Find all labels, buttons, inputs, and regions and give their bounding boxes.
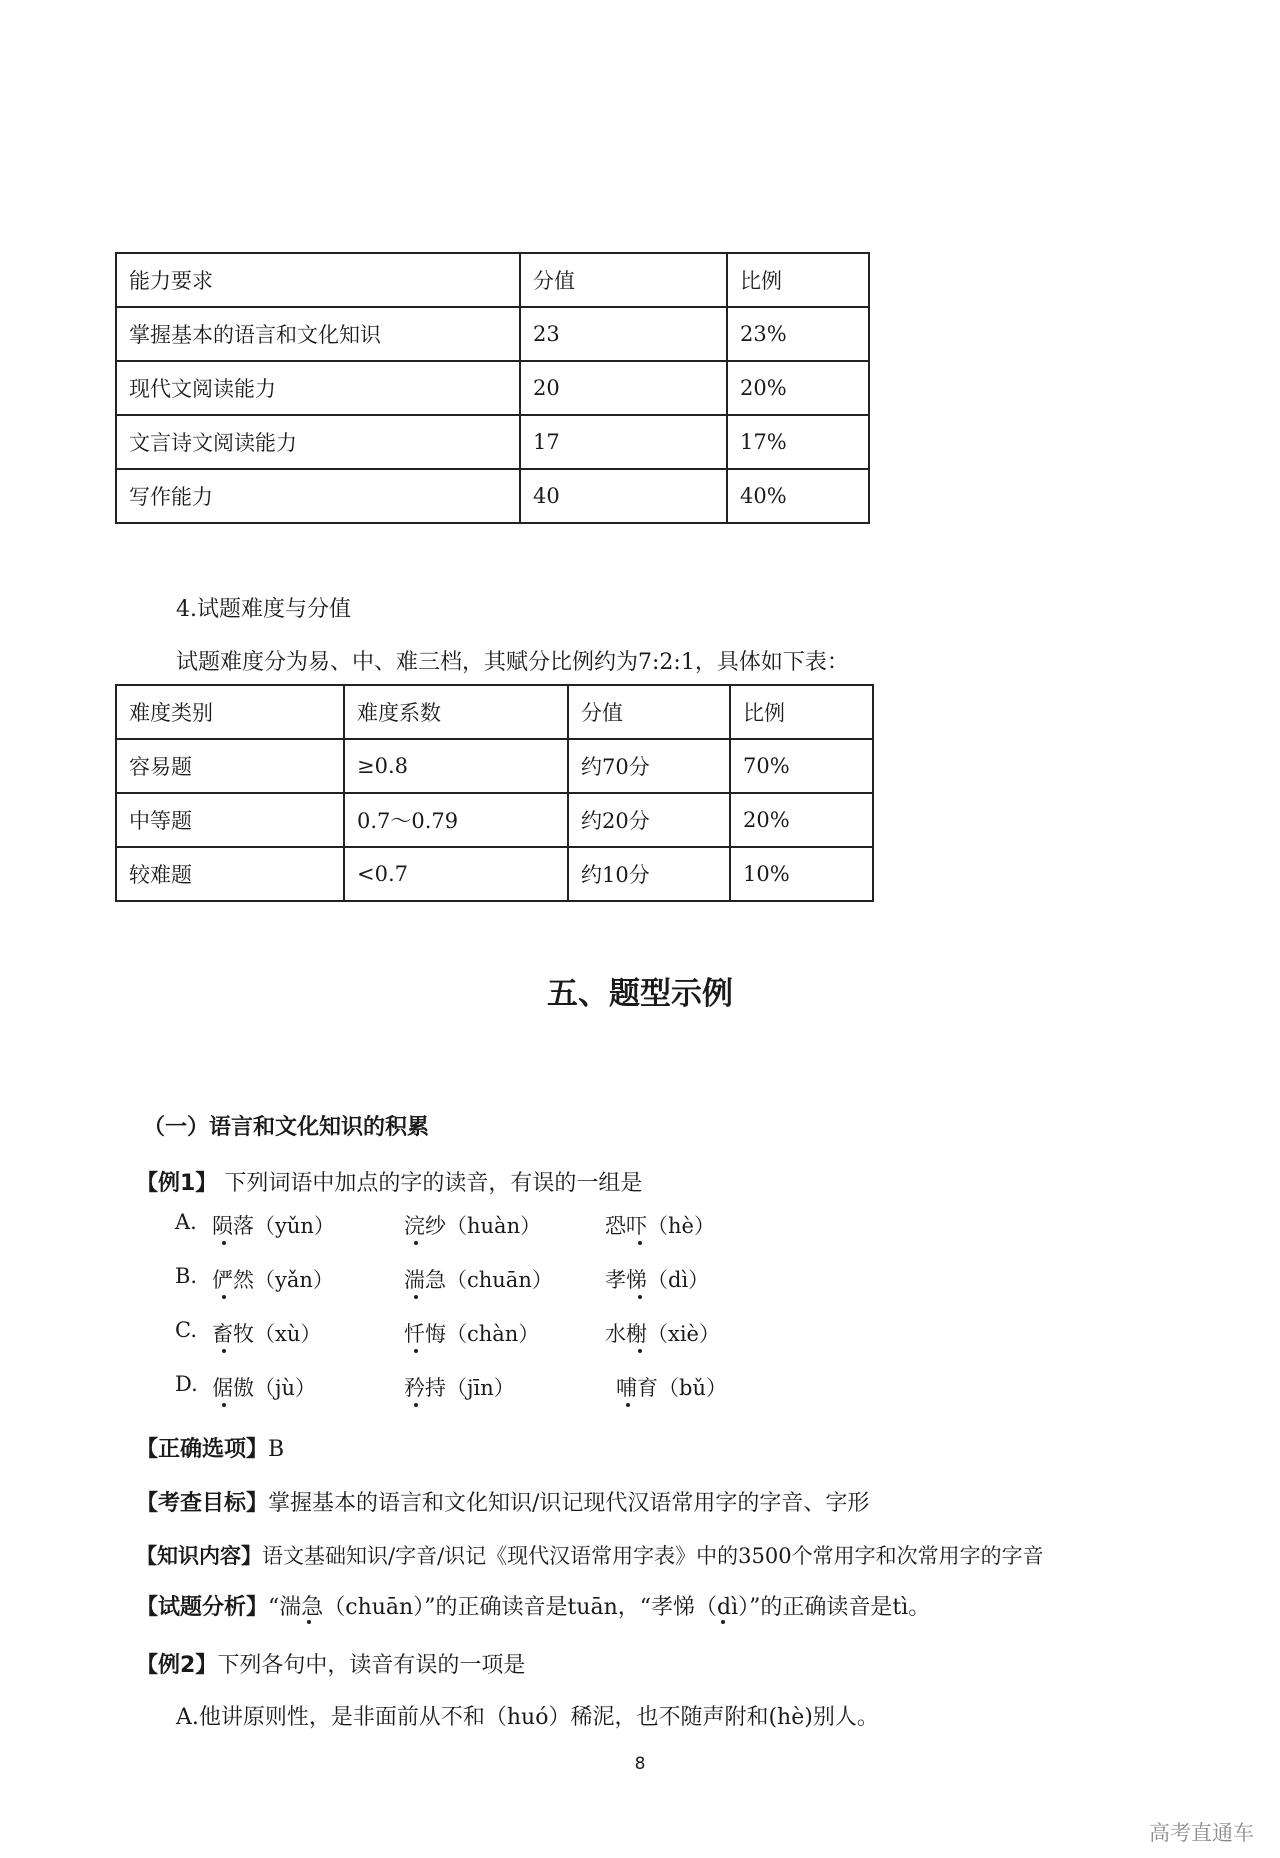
option-letter: D. — [175, 1372, 198, 1396]
subsection-title: （一）语言和文化知识的积累 — [143, 1115, 430, 1140]
example2-question-line — [136, 1648, 525, 1679]
table-header-row — [116, 685, 873, 739]
emphasis-dot — [414, 1241, 418, 1245]
table-row — [116, 469, 869, 523]
table-header-cell: 分值 — [568, 685, 730, 739]
knowledge-label: 【知识内容】 — [136, 1544, 262, 1568]
table-row — [116, 361, 869, 415]
option-item: 忏悔（chàn） — [404, 1322, 540, 1346]
target-label: 【考查目标】 — [136, 1491, 269, 1516]
analysis-label: 【试题分析】 — [136, 1595, 269, 1620]
analysis-line — [136, 1590, 930, 1621]
option-item: 倨傲（jù） — [212, 1376, 317, 1400]
knowledge-text: 语文基础知识/字音/识记《现代汉语常用字表》中的3500个常用字和次常用字的字音 — [262, 1544, 1044, 1568]
emphasis-dot — [414, 1403, 418, 1407]
table-header-cell: 分值 — [520, 253, 727, 307]
difficulty-intro: 试题难度分为易、中、难三档，其赋分比例约为7:2:1，具体如下表： — [176, 650, 849, 675]
table-row — [116, 739, 873, 793]
emphasis-dot — [638, 1241, 642, 1245]
answer-value: B — [268, 1437, 285, 1462]
table-cell: 0.7～0.79 — [344, 793, 568, 847]
table-row — [116, 847, 873, 901]
emphasis-dot — [222, 1349, 226, 1353]
table-cell: 掌握基本的语言和文化知识 — [116, 307, 520, 361]
option-letter: A. — [175, 1210, 197, 1234]
emphasis-dot — [638, 1295, 642, 1299]
option-item: 浣纱（huàn） — [404, 1214, 542, 1238]
difficulty-table — [115, 684, 874, 902]
table-cell: 17 — [520, 415, 727, 469]
page-number: 8 — [634, 1754, 646, 1774]
table-cell: 现代文阅读能力 — [116, 361, 520, 415]
option-item: 水榭（xiè） — [605, 1322, 720, 1346]
table-header-cell: 难度系数 — [344, 685, 568, 739]
table-cell: <0.7 — [344, 847, 568, 901]
target-line — [136, 1486, 869, 1517]
option-item: 矜持（jīn） — [404, 1376, 515, 1400]
table-header-cell: 难度类别 — [116, 685, 344, 739]
table-cell: 20% — [727, 361, 869, 415]
analysis-text: “湍急（chuān）”的正确读音是tuān，“孝悌（dì）”的正确读音是tì。 — [268, 1595, 931, 1620]
table-header-cell: 比例 — [727, 253, 869, 307]
emphasis-dot — [222, 1403, 226, 1407]
table-cell: 17% — [727, 415, 869, 469]
table-row — [116, 793, 873, 847]
table-cell: 写作能力 — [116, 469, 520, 523]
example1-question-line — [136, 1166, 642, 1197]
table-cell: 23 — [520, 307, 727, 361]
table-cell: 40% — [727, 469, 869, 523]
table-cell: 约70分 — [568, 739, 730, 793]
table-cell: 40 — [520, 469, 727, 523]
table-cell: 70% — [730, 739, 873, 793]
table-cell: 20% — [730, 793, 873, 847]
table-cell: 较难题 — [116, 847, 344, 901]
emphasis-dot — [222, 1241, 226, 1245]
emphasis-dot — [638, 1349, 642, 1353]
table-cell: 文言诗文阅读能力 — [116, 415, 520, 469]
emphasis-dot — [414, 1349, 418, 1353]
option-item: 哺育（bǔ） — [616, 1376, 727, 1400]
watermark: 高考直通车 — [1149, 1821, 1254, 1845]
table-cell: 容易题 — [116, 739, 344, 793]
option-item: 孝悌（dì） — [605, 1268, 710, 1292]
table-cell: 中等题 — [116, 793, 344, 847]
target-text: 掌握基本的语言和文化知识/识记现代汉语常用字的字音、字形 — [268, 1491, 870, 1516]
example1-label: 【例1】 — [136, 1171, 218, 1196]
example2-question: 下列各句中，读音有误的一项是 — [217, 1653, 526, 1678]
table-cell: 20 — [520, 361, 727, 415]
option-item: 陨落（yǔn） — [212, 1214, 335, 1238]
example2-label: 【例2】 — [136, 1653, 218, 1678]
example2-option-a: A.他讲原则性，是非面前从不和（huó）稀泥，也不随声附和(hè)别人。 — [176, 1705, 879, 1730]
section-title: 五、题型示例 — [547, 976, 733, 1012]
table-header-cell: 能力要求 — [116, 253, 520, 307]
knowledge-line — [136, 1540, 1044, 1570]
option-letter: C. — [175, 1318, 197, 1342]
ability-table — [115, 252, 870, 524]
table-cell: ≥0.8 — [344, 739, 568, 793]
table-cell: 10% — [730, 847, 873, 901]
option-item: 恐吓（hè） — [605, 1214, 715, 1238]
table-cell: 约10分 — [568, 847, 730, 901]
emphasis-dot — [414, 1295, 418, 1299]
difficulty-heading: 4.试题难度与分值 — [176, 597, 351, 622]
table-cell: 23% — [727, 307, 869, 361]
answer-line — [136, 1432, 284, 1463]
table-cell: 约20分 — [568, 793, 730, 847]
table-header-cell: 比例 — [730, 685, 873, 739]
example1-question: 下列词语中加点的字的读音，有误的一组是 — [224, 1171, 643, 1196]
emphasis-dot — [626, 1403, 630, 1407]
option-item: 俨然（yǎn） — [212, 1268, 334, 1292]
table-header-row — [116, 253, 869, 307]
emphasis-dot — [222, 1295, 226, 1299]
option-item: 畜牧（xù） — [212, 1322, 322, 1346]
option-item: 湍急（chuān） — [404, 1268, 553, 1292]
answer-label: 【正确选项】 — [136, 1437, 269, 1462]
option-letter: B. — [175, 1264, 198, 1288]
table-row — [116, 307, 869, 361]
table-row — [116, 415, 869, 469]
